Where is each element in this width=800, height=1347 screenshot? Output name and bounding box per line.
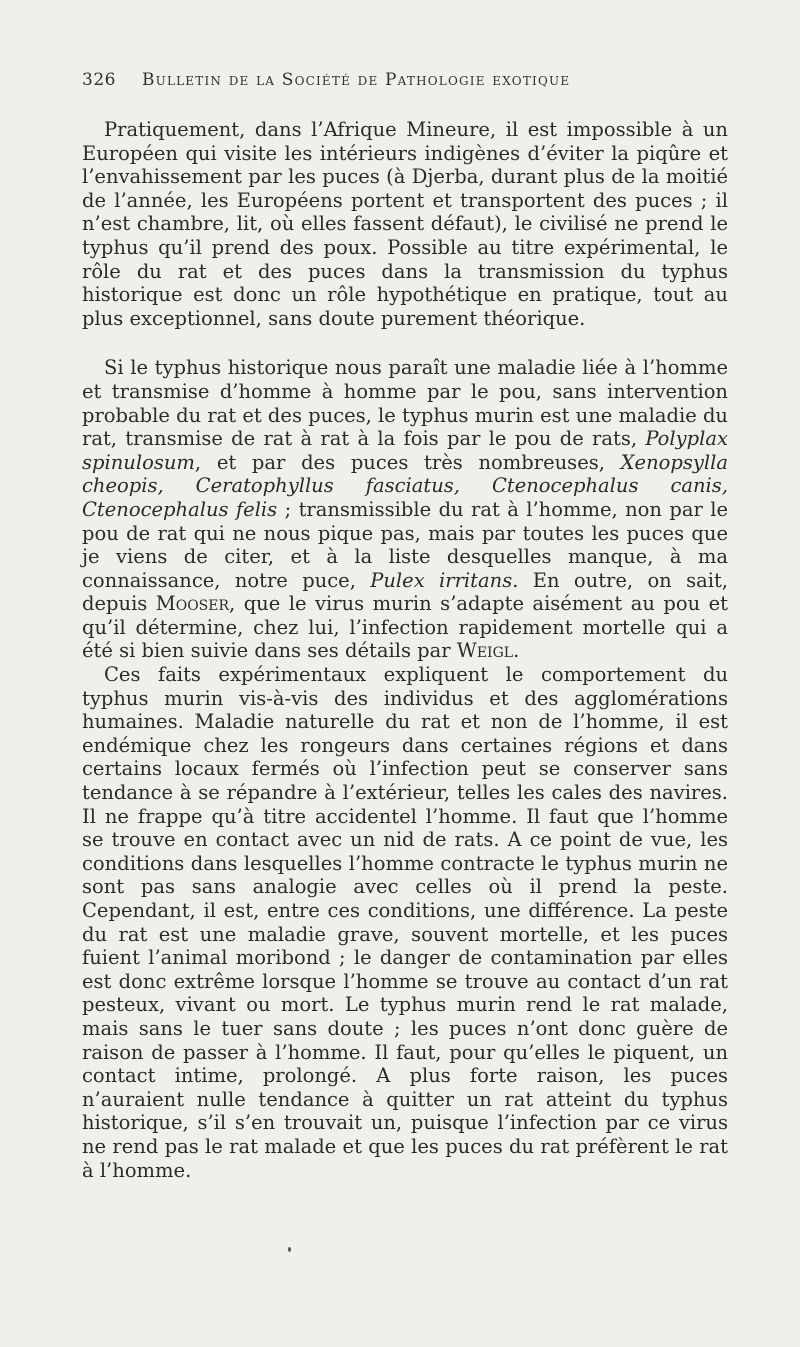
paragraph-2-text-4: . En outre, on sait, depuis [82,568,728,616]
paragraph-2 [82,356,728,663]
species-fleas-list: Xenopsylla cheopis, Ceratophyllus fasciatus, Ctenocephalus canis, Ctenocephalus felis [82,450,728,521]
paragraph-2-text-1: Si le typhus historique nous paraît une maladie liée à l’homme et transmise d’homme à homme par le pou, sans intervention probable du rat et des puces, le typhus murin est une maladie du rat, transmise de rat à rat à la fois par le pou de rats, [82,356,728,451]
paragraph-2-text-3: ; transmissible du rat à l’homme, non par le pou de rat qui ne nous pique pas, mais par toutes les puces que je viens de citer, et à la liste desquelles manque, à ma connaissance, notre puce, [82,497,728,592]
running-head [82,70,728,90]
author-weigl: Weigl [456,639,514,663]
page-number: 326 [82,70,116,90]
page-mark [288,1247,291,1252]
author-mooser: Mooser [155,592,230,616]
body-text [82,118,728,1182]
species-pulex: Pulex irritans [370,568,513,592]
journal-title: Bulletin de la Société de Pathologie exotique [141,70,571,90]
paragraph-1: Pratiquement, dans l’Afrique Mineure, il est impossible à un Européen qui visite les intérieurs indigènes d’éviter la piqûre et l’envahissement par les puces (à Djerba, durant plus de la moitié de l’année, les Européens portent et transportent des puces ; il n’est chambre, lit, où elles fassent défaut), le civilisé ne prend le typhus qu’il prend des poux. Possible au titre expérimental, le rôle du rat et des puces dans la transmission du typhus historique est donc un rôle hypothétique en pratique, tout au plus exceptionnel, sans doute purement théorique. [82,118,728,330]
paragraph-2-text-5: , que le virus murin s’adapte aisément au pou et qu’il détermine, chez lui, l’infection rapidement mortelle qui a été si bien suivie dans ses détails par [82,592,728,663]
species-polyplax: Polyplax spinulosum [82,427,728,474]
paragraph-2-text-2: , et par des puces très nombreuses, [194,450,621,474]
paragraph-2-text-6: . [513,639,520,663]
paragraph-3: Ces faits expérimentaux expliquent le comportement du typhus murin vis-à-vis des individus et des agglomérations humaines. Maladie naturelle du rat et non de l’homme, il est endémique chez les rongeurs dans certaines régions et dans certains locaux fermés où l’infection peut se conserver sans tendance à se répandre à l’extérieur, telles les cales des navires. Il ne frappe qu’à titre accidentel l’homme. Il faut que l’homme se trouve en contact avec un nid de rats. A ce point de vue, les conditions dans lesquelles l’homme contracte le typhus murin ne sont pas sans analogie avec celles où il prend la peste. Cependant, il est, entre ces conditions, une différence. La peste du rat est une maladie grave, souvent mortelle, et les puces fuient l’animal moribond ; le danger de contamination par elles est donc extrême lorsque l’homme se trouve au contact d’un rat pesteux, vivant ou mort. Le typhus murin rend le rat malade, mais sans le tuer sans doute ; les puces n’ont donc guère de raison de passer à l’homme. Il faut, pour qu’elles le piquent, un contact intime, prolongé. A plus forte raison, les puces n’auraient nulle tendance à quitter un rat atteint du typhus historique, s’il s’en trouvait un, puisque l’infection par ce virus ne rend pas le rat malade et que les puces du rat préfèrent le rat à l’homme. [82,663,728,1182]
